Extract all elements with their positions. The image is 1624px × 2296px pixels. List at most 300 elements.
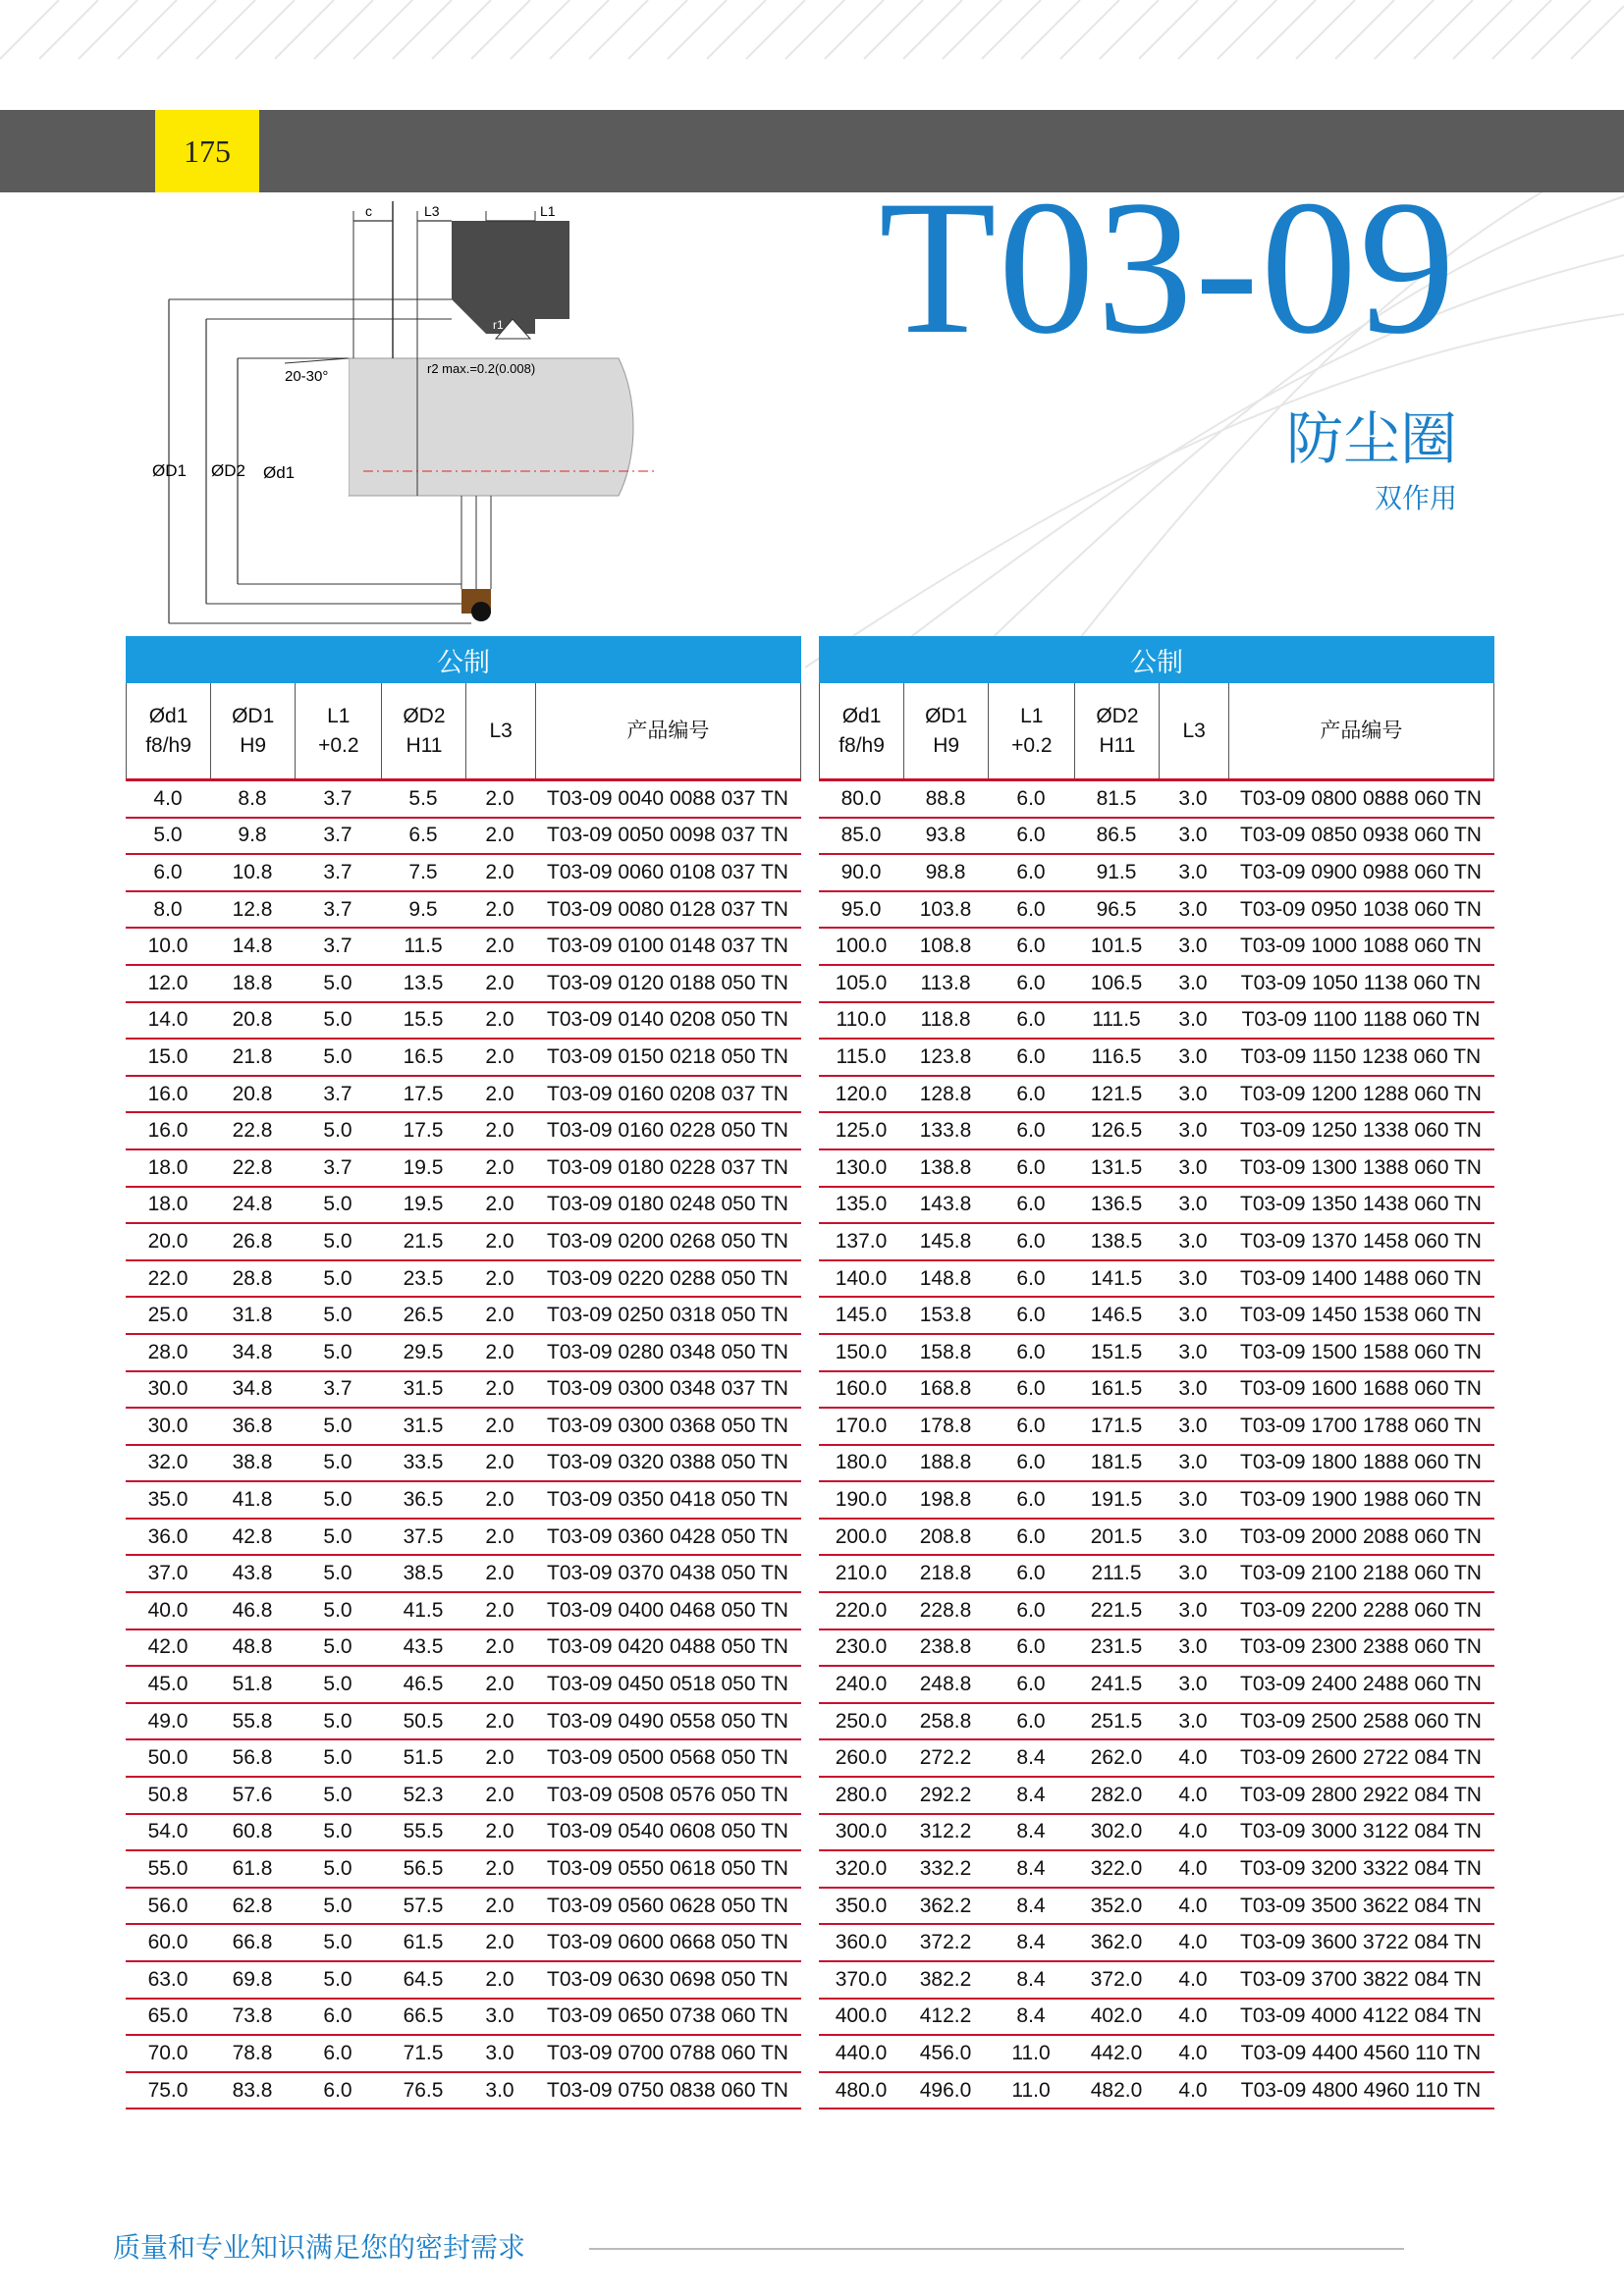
cell-od1: 362.2 <box>919 1894 972 1917</box>
cell-part-number: T03-09 1600 1688 060 TN <box>1240 1377 1482 1401</box>
cell-l1: 5.0 <box>323 1008 352 1032</box>
cell-od1: 48.8 <box>232 1635 273 1659</box>
cell-part-number: T03-09 0160 0228 050 TN <box>547 1119 788 1143</box>
cell-od2: 46.5 <box>403 1673 444 1696</box>
cell-part-number: T03-09 4400 4560 110 TN <box>1240 2041 1482 2064</box>
cell-od2: 121.5 <box>1090 1082 1143 1105</box>
cell-l3: 2.0 <box>485 1008 514 1032</box>
cell-part-number: T03-09 2300 2388 060 TN <box>1240 1635 1482 1659</box>
table-row <box>126 2036 801 2073</box>
col-header-l1: L1 +0.2 <box>295 683 381 778</box>
metric-table-right <box>819 636 1494 2109</box>
table-row <box>126 1003 801 1041</box>
cell-l1: 6.0 <box>1016 1488 1046 1512</box>
cell-l3: 3.0 <box>1178 1119 1208 1143</box>
cell-part-number: T03-09 1700 1788 060 TN <box>1240 1414 1482 1437</box>
cell-od2: 23.5 <box>403 1266 444 1290</box>
cell-d1: 300.0 <box>835 1820 888 1843</box>
table-row <box>126 1482 801 1520</box>
cell-d1: 49.0 <box>147 1709 189 1733</box>
cell-part-number: T03-09 3700 3822 084 TN <box>1240 1967 1482 1991</box>
cell-od1: 168.8 <box>919 1377 972 1401</box>
dim-label-id1: Ød1 <box>263 463 296 482</box>
cell-d1: 210.0 <box>835 1562 888 1585</box>
cell-part-number: T03-09 0300 0348 037 TN <box>547 1377 788 1401</box>
cell-od2: 211.5 <box>1091 1562 1142 1585</box>
cell-d1: 40.0 <box>147 1598 189 1622</box>
cell-part-number: T03-09 0200 0268 050 TN <box>547 1229 788 1253</box>
cell-od2: 71.5 <box>403 2041 444 2064</box>
cell-part-number: T03-09 0120 0188 050 TN <box>547 971 788 994</box>
cell-od2: 43.5 <box>403 1635 444 1659</box>
cell-od1: 69.8 <box>232 1967 273 1991</box>
cell-l3: 2.0 <box>485 1082 514 1105</box>
cell-od2: 96.5 <box>1096 897 1137 921</box>
cell-d1: 63.0 <box>147 1967 189 1991</box>
cell-d1: 115.0 <box>836 1044 887 1068</box>
cell-d1: 4.0 <box>153 786 183 810</box>
cell-l3: 4.0 <box>1178 2004 1208 2028</box>
cell-d1: 145.0 <box>835 1304 888 1327</box>
cell-d1: 320.0 <box>835 1857 888 1881</box>
cell-od1: 108.8 <box>919 934 972 958</box>
cell-d1: 30.0 <box>147 1377 189 1401</box>
cell-l3: 2.0 <box>485 897 514 921</box>
cell-od2: 402.0 <box>1090 2004 1143 2028</box>
cell-od2: 126.5 <box>1090 1119 1143 1143</box>
cell-part-number: T03-09 0560 0628 050 TN <box>547 1894 788 1917</box>
cell-od2: 111.5 <box>1092 1008 1141 1032</box>
cell-part-number: T03-09 0650 0738 060 TN <box>547 2004 788 2028</box>
cell-l1: 6.0 <box>1016 1044 1046 1068</box>
cell-od2: 171.5 <box>1090 1414 1143 1437</box>
cell-od1: 143.8 <box>919 1193 972 1216</box>
cell-l3: 2.0 <box>485 1524 514 1548</box>
cell-d1: 8.0 <box>153 897 183 921</box>
cell-od1: 332.2 <box>919 1857 972 1881</box>
cell-l1: 8.4 <box>1016 1894 1046 1917</box>
table-row <box>819 855 1494 892</box>
table-row <box>126 855 801 892</box>
cell-l3: 3.0 <box>1178 1709 1208 1733</box>
table-row <box>819 1372 1494 1410</box>
cell-l3: 4.0 <box>1178 1820 1208 1843</box>
cell-d1: 400.0 <box>835 2004 888 2028</box>
table-row <box>819 1188 1494 1225</box>
cell-part-number: T03-09 0400 0468 050 TN <box>547 1598 788 1622</box>
table-row <box>126 1740 801 1778</box>
cell-od1: 60.8 <box>232 1820 273 1843</box>
table-row <box>819 2073 1494 2110</box>
table-row <box>819 1593 1494 1630</box>
cell-part-number: T03-09 1800 1888 060 TN <box>1240 1451 1482 1474</box>
cell-od1: 118.8 <box>920 1008 971 1032</box>
table-row <box>126 1040 801 1077</box>
cell-l3: 3.0 <box>1178 897 1208 921</box>
cell-od1: 158.8 <box>919 1340 972 1363</box>
cell-od2: 282.0 <box>1090 1783 1143 1806</box>
cell-od2: 56.5 <box>403 1857 444 1881</box>
table-row <box>126 1298 801 1335</box>
cell-od1: 153.8 <box>919 1304 972 1327</box>
cell-od2: 161.5 <box>1090 1377 1143 1401</box>
cell-od1: 188.8 <box>919 1451 972 1474</box>
cell-d1: 80.0 <box>840 786 882 810</box>
table-row <box>819 1335 1494 1372</box>
cell-l3: 2.0 <box>485 786 514 810</box>
cell-l3: 2.0 <box>485 1044 514 1068</box>
cell-part-number: T03-09 1400 1488 060 TN <box>1240 1266 1482 1290</box>
cell-l1: 5.0 <box>323 1193 352 1216</box>
cell-od2: 5.5 <box>408 786 438 810</box>
cell-od1: 51.8 <box>232 1673 273 1696</box>
cell-part-number: T03-09 4000 4122 084 TN <box>1240 2004 1482 2028</box>
cell-l1: 5.0 <box>323 1894 352 1917</box>
cell-od1: 61.8 <box>232 1857 273 1881</box>
cell-od1: 178.8 <box>919 1414 972 1437</box>
angle-label: 20-30° <box>285 368 329 385</box>
cell-l1: 5.0 <box>323 1340 352 1363</box>
cell-l1: 6.0 <box>1016 824 1046 847</box>
cell-d1: 190.0 <box>835 1488 888 1512</box>
cell-od2: 11.5 <box>404 934 443 958</box>
cell-l3: 3.0 <box>1178 1451 1208 1474</box>
cell-part-number: T03-09 0320 0388 050 TN <box>547 1451 788 1474</box>
cell-l3: 2.0 <box>485 1155 514 1179</box>
cell-part-number: T03-09 4800 4960 110 TN <box>1240 2078 1482 2102</box>
cell-l3: 2.0 <box>485 1635 514 1659</box>
cell-l1: 5.0 <box>323 1414 352 1437</box>
table-row <box>819 1704 1494 1741</box>
cell-l1: 6.0 <box>1016 1524 1046 1548</box>
cell-od1: 62.8 <box>232 1894 273 1917</box>
table-row <box>819 1040 1494 1077</box>
cell-l1: 6.0 <box>1016 971 1046 994</box>
cell-od1: 312.2 <box>919 1820 972 1843</box>
table-row <box>819 1556 1494 1593</box>
cell-d1: 50.0 <box>147 1746 189 1770</box>
cell-d1: 100.0 <box>835 934 888 958</box>
cell-od1: 8.8 <box>238 786 267 810</box>
cell-l1: 6.0 <box>1016 1451 1046 1474</box>
cell-l1: 6.0 <box>1016 1562 1046 1585</box>
page-number: 175 <box>155 110 259 192</box>
table-row <box>126 1593 801 1630</box>
cell-part-number: T03-09 0420 0488 050 TN <box>547 1635 788 1659</box>
cell-l1: 5.0 <box>323 1635 352 1659</box>
cell-d1: 25.0 <box>147 1304 189 1327</box>
cell-od1: 14.8 <box>232 934 273 958</box>
cell-od1: 228.8 <box>919 1598 972 1622</box>
table-row <box>819 1740 1494 1778</box>
cell-part-number: T03-09 0280 0348 050 TN <box>547 1340 788 1363</box>
cell-l3: 2.0 <box>485 1340 514 1363</box>
table-row <box>126 1851 801 1889</box>
cell-l1: 5.0 <box>323 1709 352 1733</box>
dim-label-c: c <box>365 203 372 219</box>
cell-l1: 3.7 <box>323 897 352 921</box>
cell-l3: 2.0 <box>485 1193 514 1216</box>
col-header-d1: Ød1 f8/h9 <box>126 683 210 778</box>
col-header-od2: ØD2 H11 <box>1074 683 1159 778</box>
table-row <box>819 2036 1494 2073</box>
cell-d1: 360.0 <box>835 1931 888 1954</box>
cell-d1: 54.0 <box>147 1820 189 1843</box>
cell-l1: 5.0 <box>323 1451 352 1474</box>
cell-part-number: T03-09 0850 0938 060 TN <box>1240 824 1482 847</box>
cell-od2: 9.5 <box>408 897 438 921</box>
cell-od2: 21.5 <box>403 1229 444 1253</box>
cell-l3: 3.0 <box>1178 934 1208 958</box>
cell-od2: 136.5 <box>1090 1193 1143 1216</box>
cell-l1: 5.0 <box>323 1746 352 1770</box>
table-row <box>126 892 801 930</box>
cell-l1: 8.4 <box>1016 1783 1046 1806</box>
cell-d1: 12.0 <box>147 971 189 994</box>
table-title: 公制 <box>126 636 801 683</box>
cell-od2: 52.3 <box>403 1783 444 1806</box>
cell-od2: 19.5 <box>403 1193 444 1216</box>
cell-d1: 18.0 <box>147 1193 189 1216</box>
col-header-od1: ØD1 H9 <box>210 683 295 778</box>
cell-l3: 3.0 <box>1178 1155 1208 1179</box>
cell-l3: 4.0 <box>1178 1931 1208 1954</box>
cell-l1: 6.0 <box>1016 786 1046 810</box>
cell-od1: 93.8 <box>925 824 966 847</box>
cell-od2: 55.5 <box>403 1820 444 1843</box>
cell-od2: 91.5 <box>1096 860 1137 883</box>
cell-l1: 3.7 <box>323 786 352 810</box>
cell-od2: 17.5 <box>403 1082 444 1105</box>
cell-l1: 6.0 <box>323 2004 352 2028</box>
cell-d1: 6.0 <box>153 860 183 883</box>
cell-l1: 5.0 <box>323 1044 352 1068</box>
cell-od1: 26.8 <box>232 1229 273 1253</box>
cell-d1: 170.0 <box>835 1414 888 1437</box>
cell-part-number: T03-09 2100 2188 060 TN <box>1240 1562 1482 1585</box>
cell-part-number: T03-09 0050 0098 037 TN <box>547 824 788 847</box>
cell-l1: 11.0 <box>1011 2041 1051 2064</box>
cell-od2: 241.5 <box>1090 1673 1143 1696</box>
table-row <box>126 929 801 966</box>
cell-od1: 24.8 <box>232 1193 273 1216</box>
cell-od1: 78.8 <box>232 2041 273 2064</box>
table-row <box>819 1815 1494 1852</box>
cell-l3: 2.0 <box>485 1709 514 1733</box>
cell-od2: 106.5 <box>1090 971 1143 994</box>
cell-d1: 135.0 <box>835 1193 888 1216</box>
table-row <box>126 1962 801 2000</box>
cell-part-number: T03-09 0450 0518 050 TN <box>547 1673 788 1696</box>
cell-l1: 6.0 <box>1016 1673 1046 1696</box>
cell-l1: 5.0 <box>323 1783 352 1806</box>
cell-d1: 16.0 <box>147 1082 189 1105</box>
table-row <box>126 1372 801 1410</box>
cell-d1: 125.0 <box>835 1119 888 1143</box>
cell-od2: 7.5 <box>408 860 438 883</box>
cell-od2: 146.5 <box>1090 1304 1143 1327</box>
table-row <box>126 781 801 819</box>
cell-d1: 22.0 <box>147 1266 189 1290</box>
cell-part-number: T03-09 0180 0228 037 TN <box>547 1155 788 1179</box>
cell-od1: 248.8 <box>919 1673 972 1696</box>
cell-od1: 57.6 <box>232 1783 273 1806</box>
cell-part-number: T03-09 0750 0838 060 TN <box>547 2078 788 2102</box>
cell-part-number: T03-09 2600 2722 084 TN <box>1240 1746 1482 1770</box>
cell-l3: 3.0 <box>1178 1635 1208 1659</box>
cell-d1: 14.0 <box>147 1008 189 1032</box>
cell-l1: 6.0 <box>1016 934 1046 958</box>
cell-od1: 66.8 <box>232 1931 273 1954</box>
cell-od2: 362.0 <box>1090 1931 1143 1954</box>
col-header-od2: ØD2 H11 <box>381 683 465 778</box>
cell-l3: 2.0 <box>485 1894 514 1917</box>
cell-l1: 6.0 <box>1016 1598 1046 1622</box>
cell-l3: 3.0 <box>1178 1266 1208 1290</box>
cell-d1: 350.0 <box>835 1894 888 1917</box>
cell-od1: 10.8 <box>232 860 273 883</box>
cell-l3: 2.0 <box>485 1119 514 1143</box>
footer-divider <box>589 2248 1404 2250</box>
col-header-od1: ØD1 H9 <box>903 683 988 778</box>
page-subtitle-secondary: 双作用 <box>1374 482 1457 514</box>
table-row <box>819 1150 1494 1188</box>
cell-part-number: T03-09 1150 1238 060 TN <box>1240 1044 1482 1068</box>
cell-l1: 5.0 <box>323 1229 352 1253</box>
table-row <box>126 1409 801 1446</box>
cell-d1: 30.0 <box>147 1414 189 1437</box>
cell-part-number: T03-09 0700 0788 060 TN <box>547 2041 788 2064</box>
table-row <box>126 1815 801 1852</box>
cell-od2: 221.5 <box>1090 1598 1143 1622</box>
cell-part-number: T03-09 3600 3722 084 TN <box>1240 1931 1482 1954</box>
cell-l3: 3.0 <box>1178 860 1208 883</box>
cell-l1: 6.0 <box>1016 1709 1046 1733</box>
cell-d1: 50.8 <box>147 1783 189 1806</box>
cell-d1: 230.0 <box>835 1635 888 1659</box>
table-row <box>126 1261 801 1299</box>
cell-l3: 3.0 <box>1178 1377 1208 1401</box>
cell-d1: 55.0 <box>147 1857 189 1881</box>
cell-l3: 3.0 <box>1178 1488 1208 1512</box>
cell-part-number: T03-09 0150 0218 050 TN <box>547 1044 788 1068</box>
table-row <box>126 1224 801 1261</box>
cell-part-number: T03-09 0540 0608 050 TN <box>547 1820 788 1843</box>
cell-d1: 180.0 <box>835 1451 888 1474</box>
cell-d1: 5.0 <box>153 824 183 847</box>
cell-l1: 5.0 <box>323 1673 352 1696</box>
table-row <box>819 1003 1494 1041</box>
cell-part-number: T03-09 0500 0568 050 TN <box>547 1746 788 1770</box>
cell-l1: 6.0 <box>1016 897 1046 921</box>
table-row <box>819 819 1494 856</box>
cell-od1: 42.8 <box>232 1524 273 1548</box>
cell-part-number: T03-09 0600 0668 050 TN <box>547 1931 788 1954</box>
cell-od1: 34.8 <box>232 1377 273 1401</box>
cell-od1: 9.8 <box>238 824 267 847</box>
table-row <box>126 1446 801 1483</box>
cell-l3: 2.0 <box>485 1783 514 1806</box>
cell-l1: 6.0 <box>1016 1193 1046 1216</box>
cell-part-number: T03-09 0040 0088 037 TN <box>547 786 788 810</box>
cell-l3: 2.0 <box>485 1931 514 1954</box>
cell-d1: 130.0 <box>835 1155 888 1179</box>
cell-od2: 262.0 <box>1090 1746 1143 1770</box>
cell-l1: 5.0 <box>323 1562 352 1585</box>
cell-l3: 4.0 <box>1178 1746 1208 1770</box>
cell-od2: 36.5 <box>403 1488 444 1512</box>
table-row <box>819 1925 1494 1962</box>
cell-od1: 456.0 <box>919 2041 972 2064</box>
table-row <box>126 819 801 856</box>
cell-l3: 3.0 <box>1178 1562 1208 1585</box>
cell-l3: 3.0 <box>1178 1044 1208 1068</box>
cell-l1: 6.0 <box>1016 1266 1046 1290</box>
cell-l1: 6.0 <box>1016 1635 1046 1659</box>
cell-l1: 6.0 <box>1016 1377 1046 1401</box>
cell-od1: 43.8 <box>232 1562 273 1585</box>
col-header-l3: L3 <box>1159 683 1227 778</box>
cell-od1: 133.8 <box>919 1119 972 1143</box>
cell-l1: 6.0 <box>1016 1229 1046 1253</box>
table-row <box>819 1298 1494 1335</box>
cell-l1: 3.7 <box>323 1155 352 1179</box>
cell-l3: 2.0 <box>485 1229 514 1253</box>
cell-od2: 13.5 <box>403 971 444 994</box>
cell-od1: 28.8 <box>232 1266 273 1290</box>
cell-d1: 200.0 <box>835 1524 888 1548</box>
dim-label-l1: L1 <box>540 203 556 219</box>
cell-l3: 2.0 <box>485 1451 514 1474</box>
cell-l3: 3.0 <box>1178 1524 1208 1548</box>
cell-part-number: T03-09 0350 0418 050 TN <box>547 1488 788 1512</box>
cell-l3: 2.0 <box>485 1967 514 1991</box>
cell-d1: 440.0 <box>835 2041 888 2064</box>
cell-od2: 141.5 <box>1090 1266 1143 1290</box>
cell-l1: 5.0 <box>323 1119 352 1143</box>
cell-d1: 260.0 <box>835 1746 888 1770</box>
table-row <box>126 2073 801 2110</box>
cell-od2: 26.5 <box>403 1304 444 1327</box>
cell-part-number: T03-09 1500 1588 060 TN <box>1240 1340 1482 1363</box>
table-row <box>126 1188 801 1225</box>
cell-l1: 11.0 <box>1011 2078 1051 2102</box>
table-row <box>126 1335 801 1372</box>
cell-od1: 208.8 <box>919 1524 972 1548</box>
cell-l3: 2.0 <box>485 1266 514 1290</box>
footer-slogan: 质量和专业知识满足您的密封需求 <box>113 2231 526 2264</box>
cell-od1: 18.8 <box>232 971 273 994</box>
cell-d1: 75.0 <box>147 2078 189 2102</box>
cell-od2: 138.5 <box>1090 1229 1143 1253</box>
cell-od2: 33.5 <box>403 1451 444 1474</box>
cell-part-number: T03-09 2400 2488 060 TN <box>1240 1673 1482 1696</box>
cell-l1: 5.0 <box>323 1524 352 1548</box>
table-row <box>819 1520 1494 1557</box>
cell-d1: 150.0 <box>835 1340 888 1363</box>
cell-l1: 5.0 <box>323 971 352 994</box>
cell-part-number: T03-09 0490 0558 050 TN <box>547 1709 788 1733</box>
cell-od2: 31.5 <box>403 1414 444 1437</box>
cell-l3: 2.0 <box>485 1562 514 1585</box>
cell-part-number: T03-09 2200 2288 060 TN <box>1240 1598 1482 1622</box>
cell-d1: 240.0 <box>835 1673 888 1696</box>
cell-l1: 8.4 <box>1016 1931 1046 1954</box>
cell-part-number: T03-09 1370 1458 060 TN <box>1240 1229 1482 1253</box>
cell-part-number: T03-09 2800 2922 084 TN <box>1240 1783 1482 1806</box>
cell-l3: 2.0 <box>485 1598 514 1622</box>
table-row <box>819 781 1494 819</box>
